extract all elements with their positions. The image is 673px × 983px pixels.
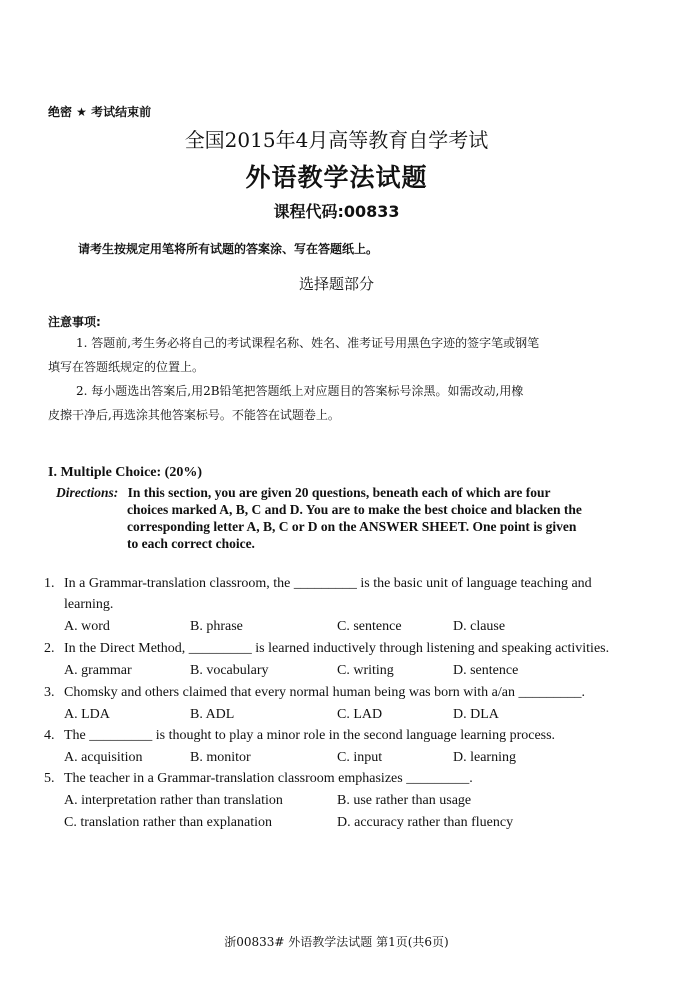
option-c: C. LAD [337, 707, 383, 722]
part-heading: I. Multiple Choice: (20%) [48, 465, 202, 480]
question-number: 3. [44, 685, 55, 700]
question-number: 5. [44, 771, 55, 786]
directions-line-1: In this section, you are given 20 questions, beneath each of which are four [127, 485, 551, 500]
option-b: B. use rather than usage [337, 793, 472, 808]
directions-label: Directions: [56, 485, 119, 500]
note-item-1-line-2: 填写在答题纸规定的位置上。 [48, 360, 205, 374]
note-item-2-line-1: 2. 每小题选出答案后,用2B铅笔把答题纸上对应题目的答案标号涂黑。如需改动,用橡 [76, 384, 524, 398]
option-a: A. grammar [64, 663, 132, 678]
option-d: D. accuracy rather than fluency [337, 815, 514, 830]
course-code: 课程代码:00833 [273, 202, 400, 221]
option-c: C. translation rather than explanation [64, 815, 272, 830]
question-text-continued: learning. [64, 597, 114, 612]
option-c: C. writing [337, 663, 394, 678]
note-item-2-line-2: 皮擦干净后,再选涂其他答案标号。不能答在试题卷上。 [48, 408, 340, 422]
option-c: C. input [337, 750, 383, 765]
question-number: 2. [44, 641, 55, 656]
confidential-label: 绝密 ★ 考试结束前 [48, 105, 152, 119]
directions-line-3: corresponding letter A, B, C or D on the ANSWER SHEET. One point is given [127, 519, 577, 534]
option-d: D. clause [453, 619, 506, 634]
option-b: B. monitor [190, 750, 251, 765]
note-item-1-line-1: 1. 答题前,考生务必将自己的考试课程名称、姓名、准考证号用黑色字迹的签字笔或钢笔 [76, 336, 540, 350]
notes-heading: 注意事项: [48, 315, 101, 329]
section-title: 选择题部分 [298, 275, 374, 293]
question-text: Chomsky and others claimed that every normal human being was born with a/an _________. [64, 685, 586, 700]
option-b: B. phrase [190, 619, 243, 634]
subject-title: 外语教学法试题 [245, 163, 428, 192]
question-text: In a Grammar-translation classroom, the _________ is the basic unit of language teaching and [64, 576, 592, 591]
question-text: The teacher in a Grammar-translation classroom emphasizes _________. [64, 771, 473, 786]
option-a: A. LDA [64, 707, 110, 722]
page-footer: 浙00833# 外语教学法试题 第1页(共6页) [224, 935, 449, 949]
question-number: 4. [44, 728, 55, 743]
question-text: In the Direct Method, _________ is learned inductively through listening and speaking activities. [64, 641, 610, 656]
question-number: 1. [44, 576, 55, 591]
directions [56, 485, 551, 502]
option-a: A. interpretation rather than translation [64, 793, 283, 808]
option-d: D. learning [453, 750, 516, 765]
directions-line-2: choices marked A, B, C and D. You are to make the best choice and blacken the [127, 502, 582, 517]
option-a: A. acquisition [64, 750, 143, 765]
option-b: B. vocabulary [190, 663, 269, 678]
option-a: A. word [64, 619, 110, 634]
option-d: D. DLA [453, 707, 499, 722]
exam-title: 全国2015年4月高等教育自学考试 [184, 128, 489, 152]
question-text: The _________ is thought to play a minor role in the second language learning process. [64, 728, 556, 743]
option-b: B. ADL [190, 707, 235, 722]
directions-line-4: to each correct choice. [127, 536, 255, 551]
option-d: D. sentence [453, 663, 519, 678]
option-c: C. sentence [337, 619, 402, 634]
general-instruction: 请考生按规定用笔将所有试题的答案涂、写在答题纸上。 [78, 242, 379, 256]
